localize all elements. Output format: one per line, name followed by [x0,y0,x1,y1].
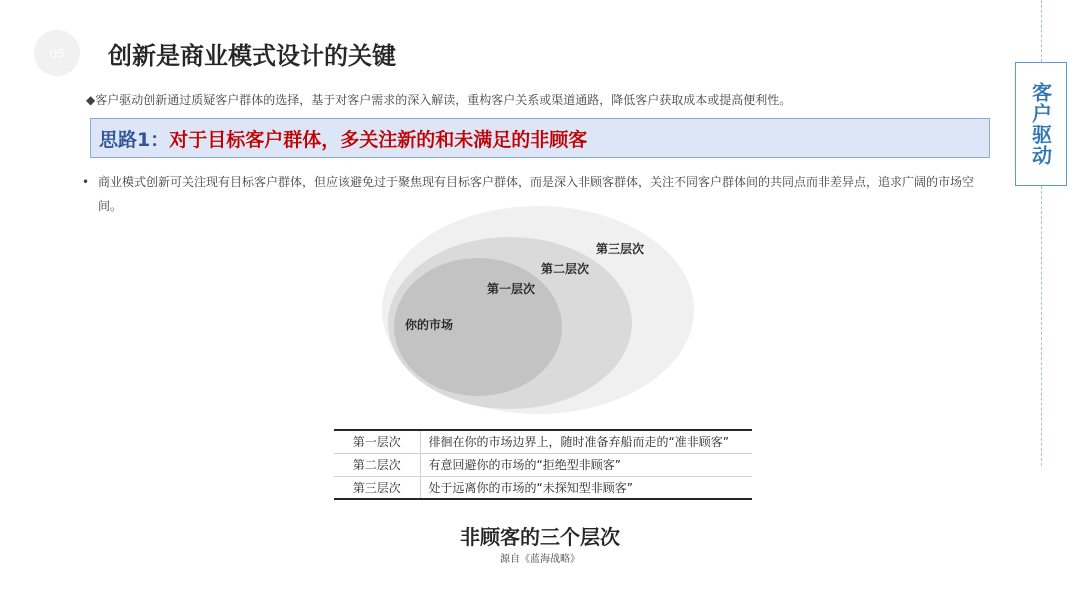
idea-prefix: 思路1： [99,128,170,151]
idea-highlight-box [90,118,990,158]
side-divider-bottom [1041,186,1042,466]
table-row [334,430,752,453]
tier-cell: 第二层次 [334,453,420,476]
market-label: 你的市场 [405,318,454,332]
description-cell: 处于远离你的市场的“未探知型非顾客” [420,476,752,499]
tier-cell: 第三层次 [334,476,420,499]
table-row [334,476,752,499]
section-number: 05 [49,45,65,61]
bullet-marker: • [82,175,90,189]
description-cell: 有意回避你的市场的“拒绝型非顾客” [420,453,752,476]
description-cell: 徘徊在你的市场边界上，随时准备弃船而走的“准非顾客” [420,430,752,453]
section-number-badge [34,30,80,76]
figure-source: 源自《蓝海战略》 [500,554,580,565]
bullet-text: 商业模式创新可关注现有目标客户群体，但应该避免过于聚焦现有目标客户群体，而是深入非顾客群体，关注不同客户群体间的共同点而非差异点，追求广阔的市场空间。 [98,175,975,213]
side-divider-top [1041,0,1042,62]
figure-caption: 非顾客的三个层次 [460,525,620,549]
idea-text: 对于目标客户群体，多关注新的和未满足的非顾客 [169,128,588,151]
table-row [334,453,752,476]
tier2-label: 第二层次 [541,262,590,276]
tiers-table [334,429,752,500]
noncustomer-tiers-diagram [382,205,702,415]
tier1-label: 第一层次 [487,282,536,296]
tier-cell: 第一层次 [334,430,420,453]
side-tab [1015,62,1067,186]
intro-text: ◆客户驱动创新通过质疑客户群体的选择，基于对客户需求的深入解读，重构客户关系或渠道通路，降低客户获取成本或提高便利性。 [86,93,792,107]
tier3-label: 第三层次 [596,242,645,256]
side-tab-label: 客户驱动 [1028,82,1053,166]
page-title: 创新是商业模式设计的关键 [108,42,396,70]
